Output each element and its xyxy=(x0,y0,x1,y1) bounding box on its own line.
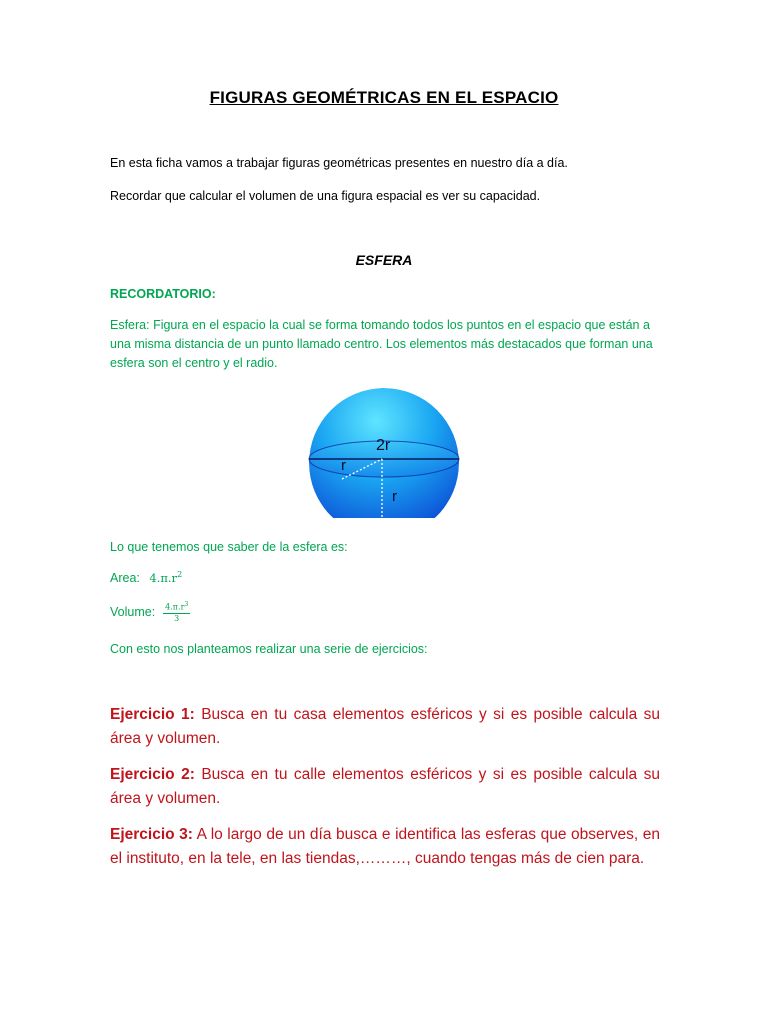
section-title-esfera: ESFERA xyxy=(355,252,413,268)
exercise-1 xyxy=(110,703,660,751)
volume-numerator-exponent: 3 xyxy=(184,601,189,608)
area-formula xyxy=(149,571,182,585)
area-label: Area: xyxy=(110,570,140,585)
exercise-1-label: Ejercicio 1: xyxy=(110,706,195,723)
con-esto-text: Con esto nos planteamos realizar una serie de ejercicios: xyxy=(110,642,428,656)
label-r-left: r xyxy=(341,457,346,474)
volume-fraction xyxy=(163,600,190,624)
volume-label: Volume: xyxy=(110,604,156,619)
exercise-2-label: Ejercicio 2: xyxy=(110,766,195,783)
intro-paragraph-2: Recordar que calcular el volumen de una figura espacial es ver su capacidad. xyxy=(110,189,541,203)
label-2r: 2r xyxy=(376,437,391,454)
volume-formula-row xyxy=(110,600,190,624)
page-title: FIGURAS GEOMÉTRICAS EN EL ESPACIO xyxy=(209,88,559,107)
area-formula-exponent: 2 xyxy=(177,570,183,579)
lo-que-tenemos-text: Lo que tenemos que saber de la esfera es: xyxy=(110,540,348,554)
recordatorio-label: RECORDATORIO: xyxy=(110,287,216,301)
area-formula-row xyxy=(110,570,182,585)
exercise-3-text: A lo largo de un día busca e identifica las esferas que observes, en el instituto, en la tele, en las tiendas,………, cuando tengas más de cien para. xyxy=(110,826,660,867)
volume-numerator-base: 4.π.r xyxy=(165,602,185,612)
volume-denominator: 3 xyxy=(174,613,180,623)
exercise-3-label: Ejercicio 3: xyxy=(110,826,193,843)
sphere-diagram xyxy=(306,388,462,528)
sphere-definition: Esfera: Figura en el espacio la cual se forma tomando todos los puntos en el espacio que están a una misma distancia de un punto llamado centro. Los elementos más destacados que forman una esfera son el centro y el radio. xyxy=(110,318,653,370)
area-formula-base: 4.π.r xyxy=(149,570,178,585)
volume-numerator xyxy=(163,600,190,614)
exercise-3 xyxy=(110,823,660,871)
intro-paragraph-1: En esta ficha vamos a trabajar figuras geométricas presentes en nuestro día a día. xyxy=(110,156,568,170)
exercise-1-text: Busca en tu casa elementos esféricos y si es posible calcula su área y volumen. xyxy=(110,706,660,747)
label-r-down: r xyxy=(392,488,397,505)
exercise-2-text: Busca en tu calle elementos esféricos y si es posible calcula su área y volumen. xyxy=(110,766,660,807)
exercise-2 xyxy=(110,763,660,811)
